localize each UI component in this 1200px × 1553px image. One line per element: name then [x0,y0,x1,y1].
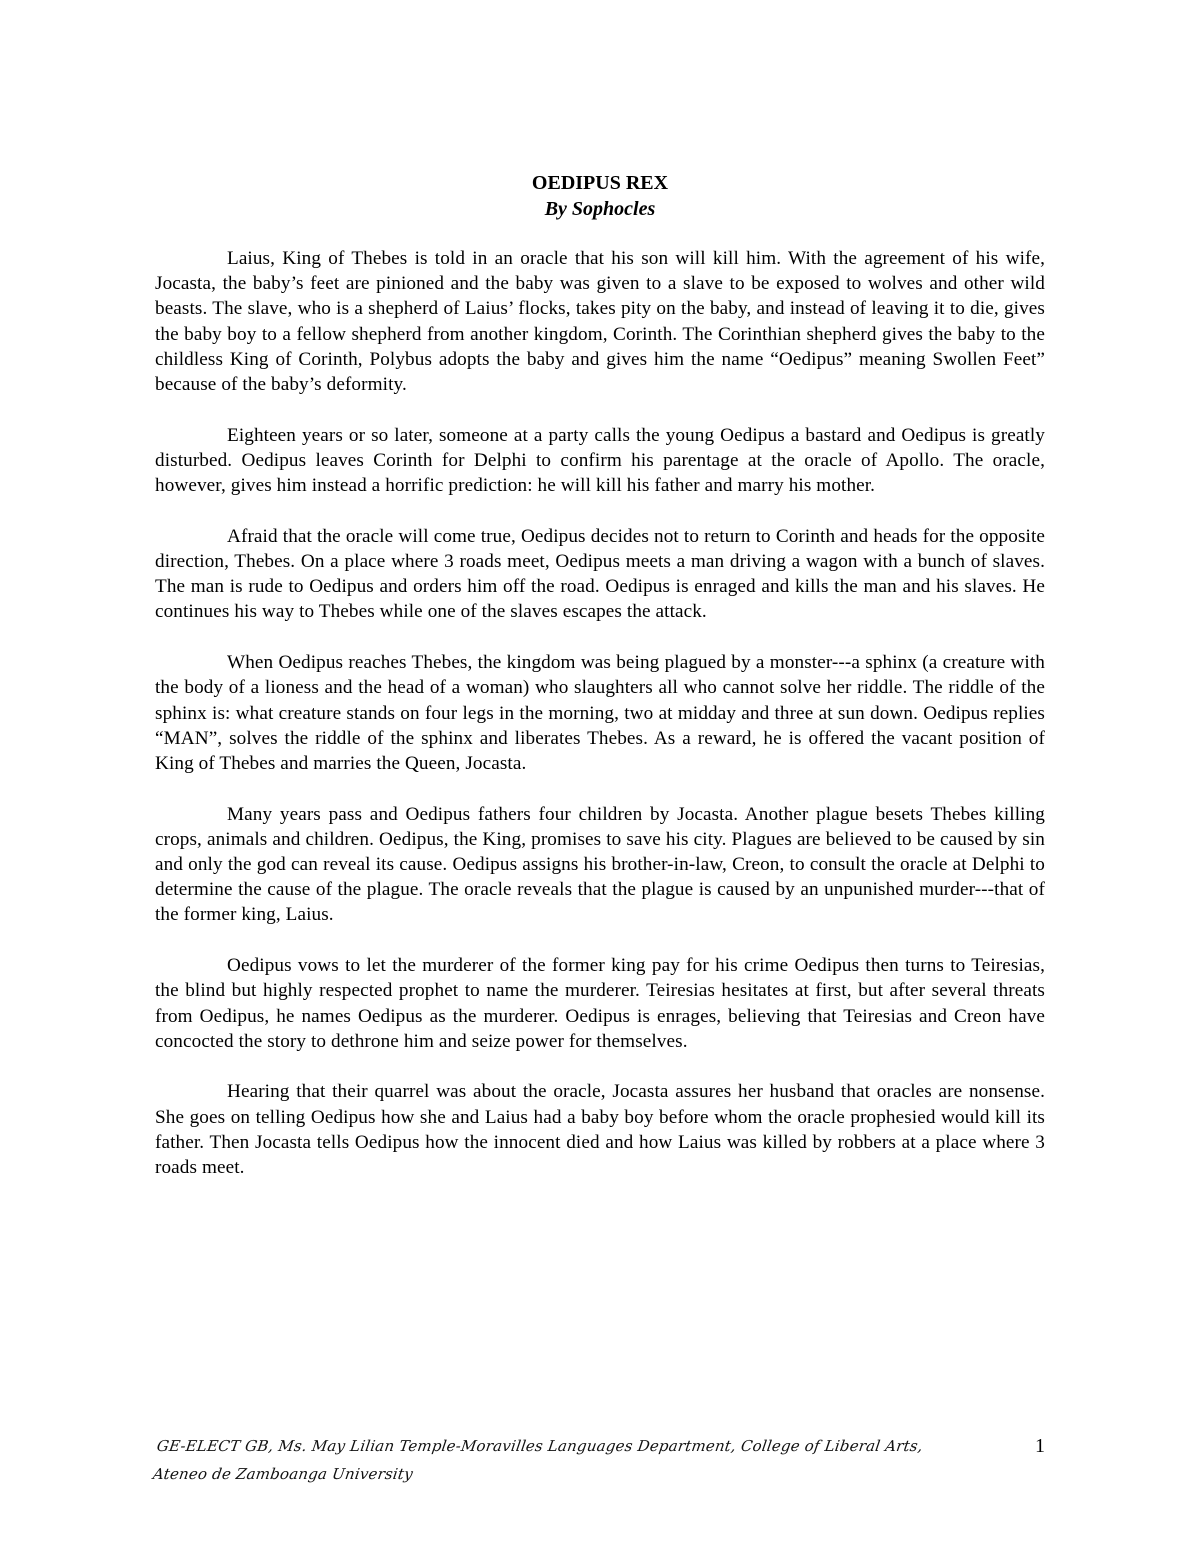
document-title: OEDIPUS REX [531,172,669,194]
paragraph-1: Laius, King of Thebes is told in an oracle that his son will kill him. With the agreement of his wife, Jocasta, the baby’s feet are pinioned and the baby was given to a slave to be exposed to wolves and other wild beasts. The slave, who is a shepherd of Laius’ flocks, takes pity on the baby, and instead of leaving it to die, gives the baby boy to a fellow shepherd from another kingdom, Corinth. The Corinthian shepherd gives the baby to the childless King of Corinth, Polybus adopts the baby and gives him the name “Oedipus” meaning Swollen Feet” because of the baby’s deformity. [155,248,1045,396]
document-body [155,170,1045,1206]
page-number: 1 [1035,1435,1045,1457]
page-footer [151,1432,1045,1492]
paragraph-5: Many years pass and Oedipus fathers four children by Jocasta. Another plague besets Thebes killing crops, animals and children. Oedipus, the King, promises to save his city. Plagues are believed to be caused by sin and only the god can reveal its cause. Oedipus assigns his brother-in-law, Creon, to consult the oracle at Delphi to determine the cause of the plague. The oracle reveals that the plague is caused by an unpunished murder---that of the former king, Laius. [155,803,1045,926]
paragraph-6: Oedipus vows to let the murderer of the former king pay for his crime Oedipus then turns to Teiresias, the blind but highly respected prophet to name the murderer. Teiresias hesitates at first, but after several threats from Oedipus, he names Oedipus as the murderer. Oedipus is enrages, believing that Teiresias and Creon have concocted the story to dethrone him and seize power for themselves. [155,955,1045,1052]
footer-course-credit: GE-ELECT GB, Ms. May Lilian Temple-Moravilles Languages Department, College of Liberal Arts, Ateneo de Zamboanga University [151,1437,925,1483]
paragraph-4: When Oedipus reaches Thebes, the kingdom was being plagued by a monster---a sphinx (a creature with the body of a lioness and the head of a woman) who slaughters all who cannot solve her riddle. The riddle of the sphinx is: what creature stands on four legs in the morning, two at midday and three at sun down. Oedipus replies “MAN”, solves the riddle of the sphinx and liberates Thebes. As a reward, he is offered the vacant position of King of Thebes and marries the Queen, Jocasta. [155,652,1045,774]
document-author: By Sophocles [544,198,656,220]
paragraph-3: Afraid that the oracle will come true, Oedipus decides not to return to Corinth and heads for the opposite direction, Thebes. On a place where 3 roads meet, Oedipus meets a man driving a wagon with a bunch of slaves. The man is rude to Oedipus and orders him off the road. Oedipus is enraged and kills the man and his slaves. He continues his way to Thebes while one of the slaves escapes the attack. [155,525,1045,623]
paragraph-2: Eighteen years or so later, someone at a party calls the young Oedipus a bastard and Oedipus is greatly disturbed. Oedipus leaves Corinth for Delphi to confirm his parentage at the oracle of Apollo. The oracle, however, gives him instead a horrific prediction: he will kill his father and marry his mother. [155,424,1045,497]
paragraph-7: Hearing that their quarrel was about the oracle, Jocasta assures her husband that oracles are nonsense. She goes on telling Oedipus how she and Laius had a baby boy before whom the oracle prophesied would kill its father. Then Jocasta tells Oedipus how the innocent died and how Laius was killed by robbers at a place where 3 roads meet. [155,1081,1045,1179]
